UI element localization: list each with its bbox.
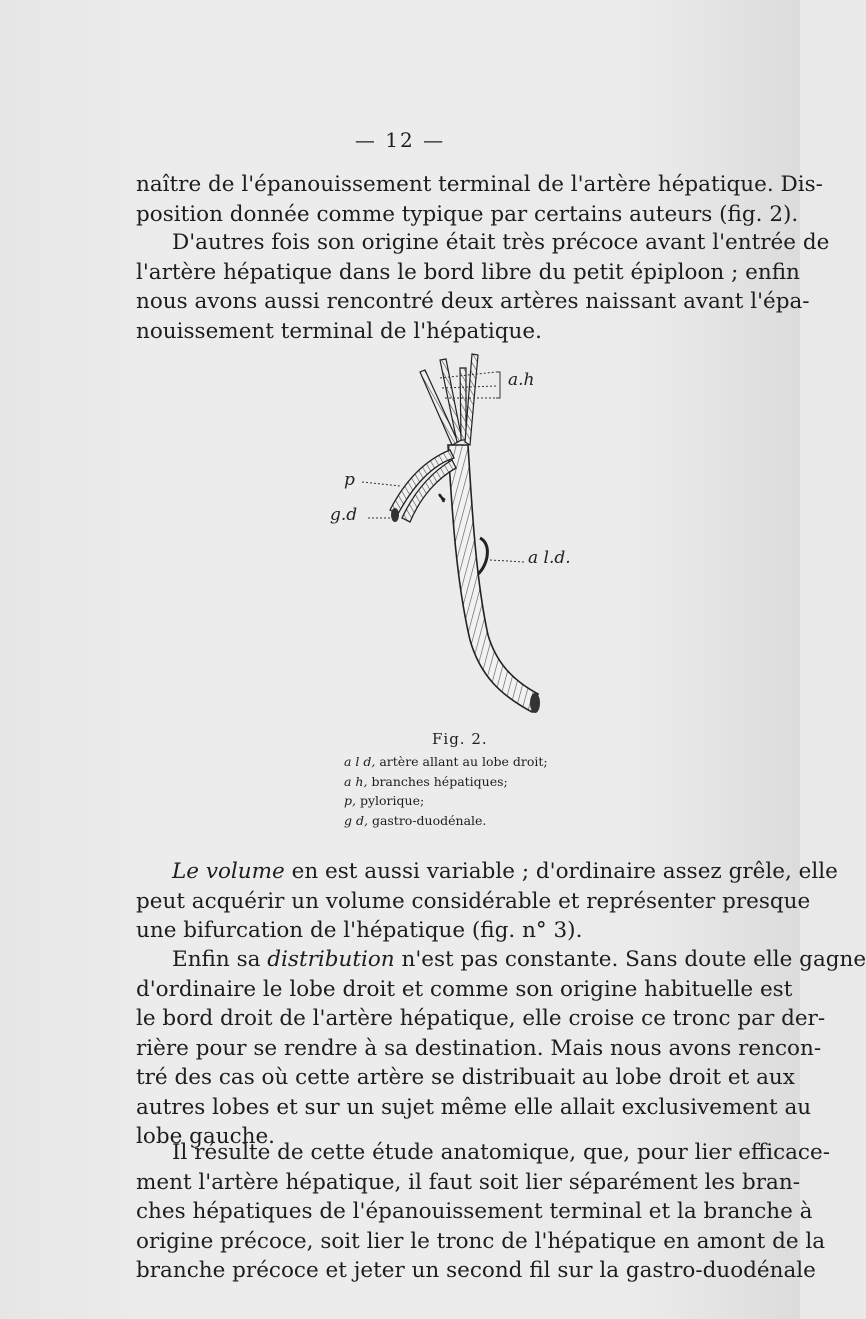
legend-item: a h, branches hépatiques; [344, 773, 508, 789]
artery-illustration [320, 350, 620, 725]
paragraph-2 [136, 228, 830, 346]
figure-caption-title: Fig. 2. [432, 730, 488, 748]
label-gd: g.d [330, 505, 358, 525]
label-ald: a l.d. [528, 548, 571, 568]
figure-legend [344, 752, 548, 830]
text-line: naître de l'épanouissement terminal de l'artère hépatique. Dis- [136, 172, 823, 197]
text-line: ches hépatiques de l'épanouissement terminal et la branche à [136, 1199, 813, 1224]
text-line: l'artère hépatique dans le bord libre du petit épiploon ; enfin [136, 259, 800, 285]
legend-item: p, pylorique; [344, 793, 425, 808]
text-line: origine précoce, soit lier le tronc de l'hépatique en amont de la [136, 1228, 826, 1254]
paragraph-4 [136, 945, 866, 1152]
text-line: ment l'artère hépatique, il faut soit lier séparément les bran- [136, 1169, 800, 1195]
text-line: nouissement terminal de l'hépatique. [136, 318, 542, 344]
text-line: Il résulte de cette étude anatomique, que, pour lier efficace- [172, 1140, 830, 1165]
text-line: le bord droit de l'artère hépatique, elle croise ce tronc par der- [136, 1006, 826, 1031]
figure-hepatic-artery [320, 350, 620, 725]
text-line: Le volume en est aussi variable ; d'ordinaire assez grêle, elle [172, 859, 838, 884]
text-line: position donnée comme typique par certains auteurs (fig. 2). [136, 201, 799, 227]
label-ah: a.h [508, 370, 535, 390]
paragraph-3 [136, 857, 838, 946]
text-line: tré des cas où cette artère se distribuait au lobe droit et aux [136, 1065, 795, 1090]
text-line: D'autres fois son origine était très précoce avant l'entrée de [172, 230, 830, 255]
text-line: lobe gauche. [136, 1124, 276, 1149]
legend-item: g d, gastro-duodénale. [344, 812, 487, 828]
text-line: peut acquérir un volume considérable et représenter presque [136, 888, 811, 914]
text-line: une bifurcation de l'hépatique (fig. n° 3). [136, 918, 583, 943]
text-line: branche précoce et jeter un second fil sur la gastro-duodénale [136, 1258, 816, 1283]
page-number: — 12 — [354, 128, 446, 152]
text-line: nous avons aussi rencontré deux artères naissant avant l'épa- [136, 289, 810, 314]
label-p: p [344, 470, 355, 490]
text-line: autres lobes et sur un sujet même elle allait exclusivement au [136, 1094, 812, 1120]
paragraph-1 [136, 170, 823, 229]
text-line: Enfin sa distribution n'est pas constante. Sans doute elle gagne [172, 947, 866, 972]
paragraph-5 [136, 1138, 830, 1286]
legend-item: a l d, artère allant au lobe droit; [344, 754, 548, 769]
text-line: rière pour se rendre à sa destination. Mais nous avons rencon- [136, 1035, 822, 1061]
text-line: d'ordinaire le lobe droit et comme son origine habituelle est [136, 976, 793, 1002]
